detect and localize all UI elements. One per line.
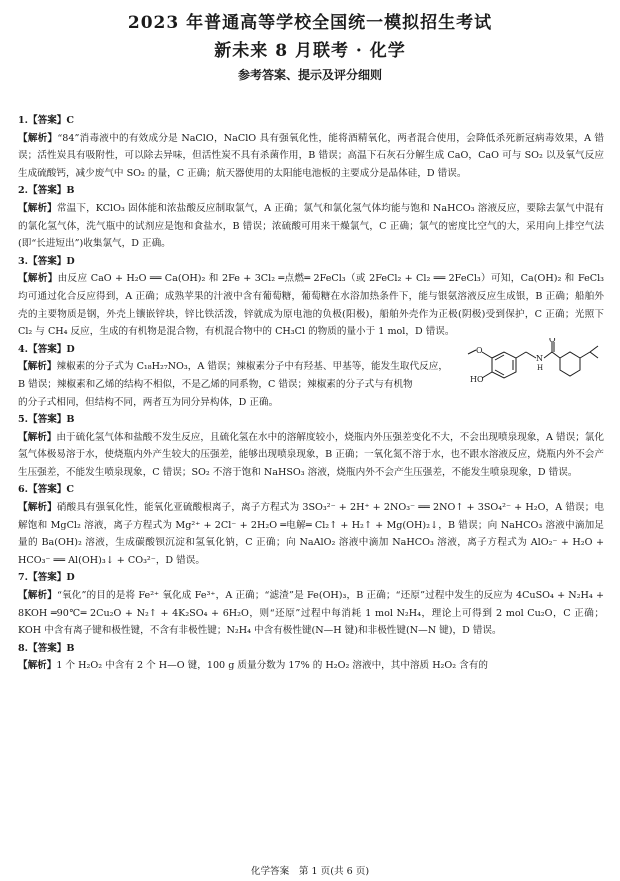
question-analysis: 【解析】1 个 H₂O₂ 中含有 2 个 H—O 键，100 g 质量分数为 17% 的 H₂O₂ 溶液中，其中溶质 H₂O₂ 含有的 [18,660,488,672]
answer-key-heading: 参考答案、提示及评分细则 [237,68,382,82]
question-analysis: 【解析】“84”消毒液中的有效成分是 NaClO，NaClO 具有强氧化性，能将酒精氧化，两者混合使用，会降低杀死新冠病毒效果，A 错误；活性炭具有吸附性，可以除去异味，但活性炭不具有杀菌作用，B 错误；高温下石灰石分解生成 CaO，CaO 可与 SO₂ 以及氧气反应生成硫酸钙，减少废气中 SO₂ 的量，C 正确；航天器使用的太阳能电池板的主要成分是晶体硅，D 错误。 [18,132,604,179]
question-answer-line: 1.【答案】C [18,115,75,126]
question-analysis: 【解析】硝酸具有强氧化性，能氧化亚硫酸根离子，离子方程式为 3SO₃²⁻ + 2H⁺ + 2NO₃⁻ ══ 2NO↑ + 3SO₄²⁻ + H₂O，A 错误；电解饱和 MgCl₂ 溶液，离子方程式为 Mg²⁺ + 2Cl⁻ + 2H₂O ═电解═ Cl₂↑ + H₂↑ + Mg(OH)₂↓，B 错误；向 NaHCO₃ 溶液中滴加足量的 Ba(OH)₂ 溶液，生成碳酸钡沉淀和氢氧化钠，C 正确；向 NaAlO₂ 溶液中滴加 NaHCO₃ 溶液，离子方程式为 AlO₂⁻ + H₂O + HCO₃⁻ ══ Al(OH)₃↓ + CO₃²⁻，D 错误。 [18,502,604,566]
page-footer: 化学答案 第 1 页(共 6 页) [250,866,370,877]
exam-subtitle: 新未来 8 月联考 · 化学 [214,41,406,61]
svg-text:O: O [549,338,556,345]
exam-title: 2023 年普通高等学校全国统一模拟招生考试 [127,13,493,33]
question-answer-line: 3.【答案】D [18,255,75,267]
question-analysis-continued: 的分子式相同，但结构不同，两者互为同分异构体，D 正确。 [18,396,279,408]
svg-text:HO: HO [470,375,484,385]
svg-text:O: O [476,346,483,356]
question-answer-line: 7.【答案】D [18,572,75,584]
question-answer-line: 5.【答案】B [18,414,75,426]
question-answer-line: 4.【答案】D [18,343,75,355]
svg-text:N: N [536,354,543,364]
answers-content [18,112,604,675]
question-analysis: 【解析】辣椒素的分子式为 C₁₈H₂₇NO₃，A 错误；辣椒素分子中有羟基、甲基等，能发生取代反应，B 错误；辣椒素和乙烯的结构不相似，不是乙烯的同系物，C 错误；辣椒素的分子式与有机物 [18,361,448,390]
question-answer-line: 6.【答案】C [18,484,75,496]
question-analysis: 【解析】由反应 CaO + H₂O ══ Ca(OH)₂ 和 2Fe + 3Cl₂ ═点燃═ 2FeCl₃（或 2FeCl₂ + Cl₂ ══ 2FeCl₃）可知，Ca(OH)₂ 和 FeCl₃ 均可通过化合反应得到，A 正确；成熟苹果的汁液中含有葡萄糖，葡萄糖在水浴加热条件下，能与银氨溶液反应生成银，B 正确；船舶外壳的主要物质是钢，外壳上镶嵌锌块，锌比铁活泼，锌就成为原电池的负极(阳极)，船舶外壳作为正极(阴极)受到保护，C 正确；光照下 Cl₂ 与 CH₄ 反应，生成的有机物是混合物，有机混合物中的 CH₃Cl 的物质的量小于 1 mol，D 错误。 [18,273,605,338]
question-analysis: 【解析】“氧化”的目的是将 Fe²⁺ 氧化成 Fe³⁺，A 正确；“滤渣”是 Fe(OH)₃，B 正确；“还原”过程中发生的反应为 4CuSO₄ + N₂H₄ + 8KOH ═90℃═ 2Cu₂O + N₂↑ + 4K₂SO₄ + 6H₂O，则“还原”过程中每消耗 1 mol N₂H₄，理论上可得到 2 mol Cu₂O，C 正确；KOH 中含有离子键和极性键，不含有非极性键；N₂H₄ 中含有极性键(N—H 键)和非极性键(N—N 键)，D 错误。 [18,590,604,637]
question-answer-line: 2.【答案】B [18,185,75,197]
chemical-structure-diagram [452,338,604,400]
question-analysis: 【解析】由于硫化氢气体和盐酸不发生反应，且硫化氢在水中的溶解度较小，烧瓶内外压强差变化不大，不会出现喷泉现象，A 错误；氯化氢气体极易溶于水，使烧瓶内外产生较大的压强差，能够出现喷泉现象，B 正确；一氧化氮不溶于水，也不跟水溶液反应，烧瓶内外不会产生压强差，不能发生喷泉现象，C 错误；SO₂ 不溶于饱和 NaHSO₃ 溶液，烧瓶内外不会产生压强差，不能发生喷泉现象，D 错误。 [18,431,604,478]
svg-text:H: H [537,364,544,373]
question-answer-line: 8.【答案】B [18,642,75,654]
question-analysis: 【解析】常温下，KClO₃ 固体能和浓盐酸反应制取氯气，A 正确；氯气和氯化氢气体均能与饱和 NaHCO₃ 溶液反应，要除去氯气中混有的氯化氢气体，洗气瓶中的试剂应是饱和食盐水，B 错误；浓硫酸可用来干燥氯气，C 正确；氯气的密度比空气的大，采用向上排空气法(即“长进短出”)收集氯气，D 正确。 [18,202,605,250]
